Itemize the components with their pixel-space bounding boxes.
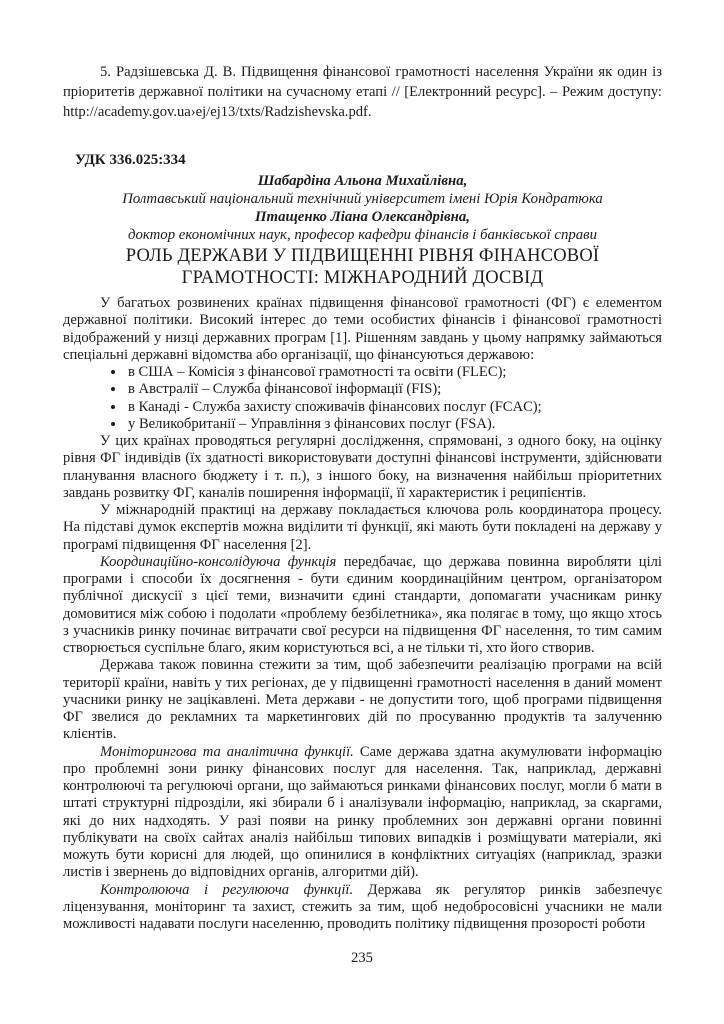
paragraph-international: У міжнародній практиці на державу покладається ключова роль координатора процесу. На підставі думок експертів можна виділити ті функції, які мають бути покладені на державу у програмі підвищення ФГ населення [2].	[63, 502, 662, 553]
paragraph-control	[63, 882, 662, 934]
list-item: • в Австралії – Служба фінансової інформації (FIS);	[126, 381, 662, 398]
list-item: • в Канаді - Служба захисту споживачів фінансових послуг (FCAC);	[126, 399, 662, 416]
paragraph-coordination	[63, 554, 662, 658]
paragraph-text: Саме держава здатна акумулювати інформацію про проблемні зони ринку фінансових послуг для населення. Так, наприклад, державні контролюючі та регулюючі органи, що займаються ринками фінансових послуг, могли б мати в штаті структурні підрозділи, які збирали б і аналізували інформацію, наприклад, за скаргами, які до них надходять. У разі появи на ринку проблемних зон державні органи повинні публікувати на своїх сайтах аналіз найбільш типових випадків і розміщувати матеріали, які можуть бути корисні для людей, що опинилися в конфліктних ситуаціях (наприклад, зразки листів і звернень до відповідних органів, алгоритми дій).	[63, 743, 662, 881]
function-name-lead: Моніторингова та аналітична функції.	[100, 743, 354, 760]
author-name: Шабардіна Альона Михайлівна,	[257, 173, 468, 189]
paragraph-monitoring	[63, 744, 662, 882]
reference-text: 5. Радзішевська Д. В. Підвищення фінансової грамотності населення України як один із пріоритетів державної політики на сучасному етапі // [Електронний ресурс]. – Режим доступу:	[63, 64, 662, 100]
udk-code: УДК 336.025:334	[75, 152, 186, 168]
author-block	[63, 172, 662, 244]
paragraph-intro: У багатьох розвинених країнах підвищення фінансової грамотності (ФГ) є елементом державної політики. Високий інтерес до теми особистих фінансів і фінансової грамотності відображений у низці державних програм [1]. Рішенням завдань у цьому напрямку займаються спеціальні державні відомства або організації, що фінансуються державою:	[63, 295, 662, 363]
function-name-lead: Координаційно-консолідуюча функція	[100, 553, 337, 570]
author-affiliation: доктор економічних наук, професор кафедри фінансів і банківської справи	[128, 227, 597, 243]
paragraph-state-watch: Держава також повинна стежити за тим, щоб забезпечити реалізацію програми на всій території країни, навіть у тих регіонах, де у підвищенні грамотності населення в даний момент учасники ринку не зацікавлені. Мета держави - не допустити того, щоб програми підвищення ФГ звелися до рекламних та маркетингових дій по просуванню продуктів та залученню клієнтів.	[63, 657, 662, 743]
article-body	[63, 295, 662, 933]
paragraph-text: Держава як регулятор ринків забезпечує ліцензування, моніторинг та захист, стежить за тим, щоб недобросовісні учасники не мали можливості надавати послуги населенню, проводить політику підвищення прозорості роботи	[63, 881, 662, 932]
paragraph-text: передбачає, що держава повинна виробляти цілі програми і способи їх досягнення - бути єдиним координаційним центром, організатором публічної дискусії з цієї теми, визначити єдині стандарти, допомагати учасникам ринку домовитися між собою і подолати «проблему безбілетника», яка полягає в тому, що якщо хтось з учасників ринку починає витрачати свої ресурси на підвищення ФГ населення, то тим самим створюється суспільне благо, яким користуються всі, а не тільки ті, хто його створив.	[63, 553, 662, 656]
article-title: РОЛЬ ДЕРЖАВИ У ПІДВИЩЕННІ РІВНЯ ФІНАНСОВОЇ ГРАМОТНОСТІ: МІЖНАРОДНИЙ ДОСВІД	[125, 246, 600, 288]
list-item: • в США – Комісія з фінансової грамотності та освіти (FLEC);	[126, 364, 662, 381]
list-item: • у Великобританії – Управління з фінансових послуг (FSA).	[126, 416, 662, 433]
reference-entry	[63, 62, 662, 122]
function-name-lead: Контролююча і регулююча функції.	[100, 881, 354, 898]
page-number: 235	[351, 950, 373, 966]
reference-url: http://academy.gov.ua›ej/ej13/txts/Radzishevska.pdf.	[63, 104, 372, 120]
agency-bullet-list	[63, 364, 662, 433]
author-name: Птащенко Ліана Олександрівна,	[255, 209, 470, 225]
author-affiliation: Полтавський національний технічний університет імені Юрія Кондратюка	[122, 191, 603, 207]
paragraph-research: У цих країнах проводяться регулярні дослідження, спрямовані, з одного боку, на оцінку рівня ФГ індивідів (їх здатності використовувати доступні фінансові інструменти, здійснювати планування власного бюджету і т. п.), з іншого боку, на визначення найбільш пріоритетних завдань розвитку ФГ, каналів поширення інформації, її характеристик і реципієнтів.	[63, 433, 662, 501]
